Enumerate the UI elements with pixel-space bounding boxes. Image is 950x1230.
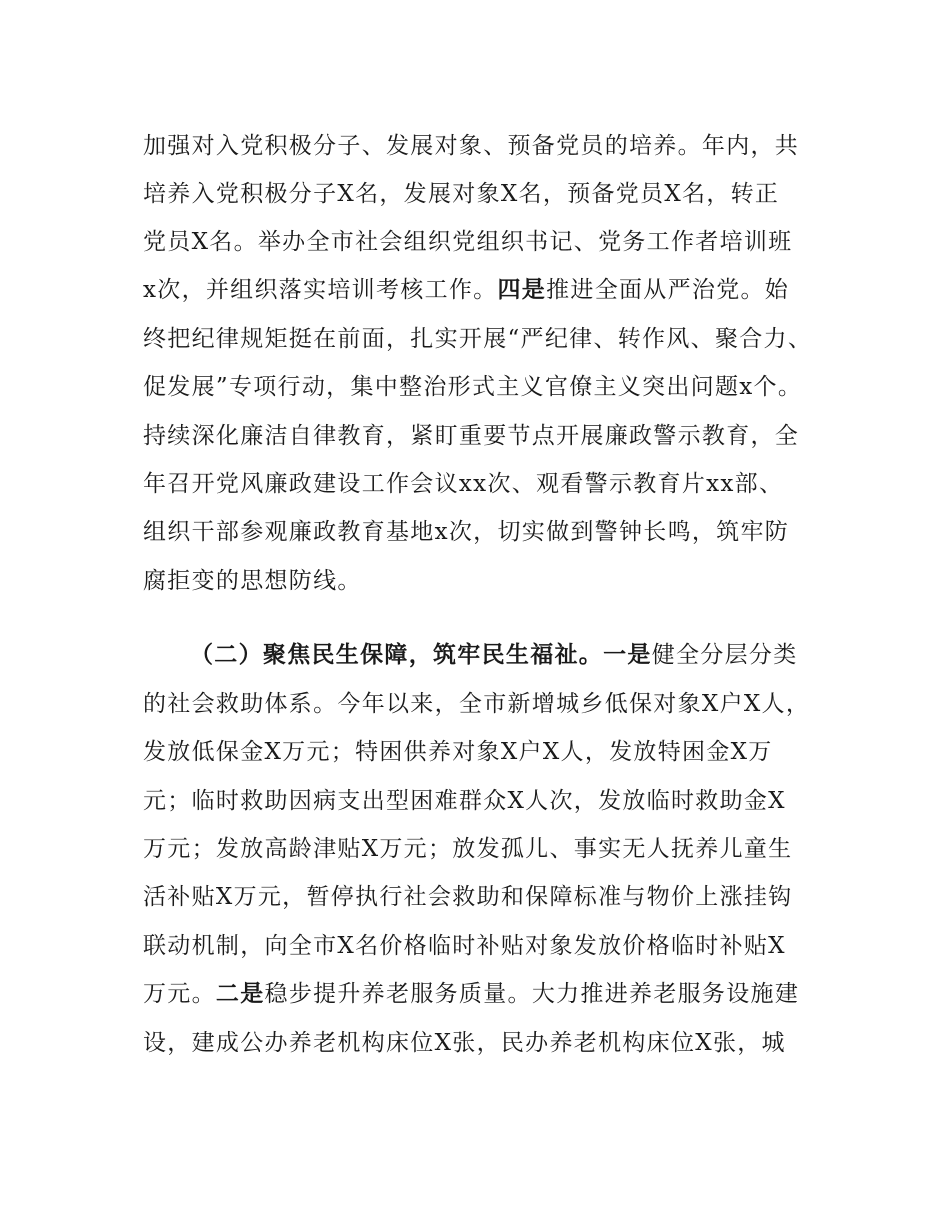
paragraph-1-line-9 — [143, 517, 823, 547]
bold-heading-text: 一是 — [603, 641, 652, 668]
paragraph-2-line-3 — [143, 737, 823, 767]
paragraph-2-line-2 — [143, 689, 823, 719]
text-segment: 发放低保金X万元；特困供养对象X户X人，发放特困金X万 — [143, 739, 773, 765]
paragraph-2-line-7 — [143, 931, 823, 961]
paragraph-1-line-2 — [143, 179, 823, 209]
text-segment: 党员X名。举办全市社会组织党组织书记、党务工作者培训班 — [143, 229, 793, 255]
text-segment: 组织干部参观廉政教育基地x次，切实做到警钟长鸣，筑牢防 — [143, 519, 790, 545]
text-segment: 年召开党风廉政建设工作会议xx次、观看警示教育片xx部、 — [143, 471, 784, 497]
text-segment: 腐拒变的思想防线。 — [143, 568, 362, 594]
text-segment: 万元。 — [143, 981, 216, 1007]
paragraph-1-line-7 — [143, 421, 823, 451]
text-segment: 终把纪律规矩挺在前面，扎实开展“严纪律、转作风、聚合力、 — [143, 326, 813, 352]
text-segment: 活补贴X万元，暂停执行社会救助和保障标准与物价上涨挂钩 — [143, 884, 793, 910]
text-segment: 推进全面从严治党。始 — [546, 277, 790, 303]
paragraph-1-line-3 — [143, 227, 823, 257]
text-segment: 的社会救助体系。今年以来，全市新增城乡低保对象X户X人， — [143, 691, 811, 717]
text-segment: 加强对入党积极分子、发展对象、预备党员的培养。年内，共 — [143, 133, 800, 159]
text-segment: 培养入党积极分子X名，发展对象X名，预备党员X名，转正 — [143, 181, 780, 207]
paragraph-2-line-9 — [143, 1028, 823, 1058]
text-segment: 持续深化廉洁自律教育，紧盯重要节点开展廉政警示教育，全 — [143, 423, 800, 449]
text-segment: x次，并组织落实培训考核工作。 — [143, 277, 498, 303]
paragraph-1-line-6 — [143, 372, 823, 402]
paragraph-1-line-8 — [143, 469, 823, 499]
text-segment: 健全分层分类 — [651, 642, 798, 668]
paragraph-2-line-8 — [143, 979, 823, 1009]
paragraph-1-line-4 — [143, 275, 823, 305]
paragraph-1-line-5 — [143, 324, 823, 354]
paragraph-2-line-6 — [143, 882, 823, 912]
paragraph-1-line-10 — [143, 566, 823, 596]
paragraph-2-line-5 — [143, 834, 823, 864]
bold-heading-text: 四是 — [497, 276, 547, 303]
text-segment: 元；临时救助因病支出型困难群众X人次，发放临时救助金X — [143, 788, 786, 814]
text-segment: 稳步提升养老服务质量。大力推进养老服务设施建 — [264, 981, 800, 1007]
text-segment: 联动机制，向全市X名价格临时补贴对象发放价格临时补贴X — [143, 933, 786, 959]
bold-heading-text: 二是 — [215, 980, 265, 1007]
paragraph-2-line-1 — [190, 640, 823, 670]
text-segment: 促发展”专项行动，集中整治形式主义官僚主义突出问题x个。 — [143, 374, 803, 400]
paragraph-2-line-4 — [143, 786, 823, 816]
paragraph-1-line-1 — [143, 131, 823, 161]
text-segment: 设，建成公办养老机构床位X张，民办养老机构床位X张，城 — [143, 1030, 786, 1056]
text-segment: 万元；发放高龄津贴X万元；放发孤儿、事实无人抚养儿童生 — [143, 836, 793, 862]
section-heading: （二）聚焦民生保障，筑牢民生福祉。 — [190, 641, 604, 668]
